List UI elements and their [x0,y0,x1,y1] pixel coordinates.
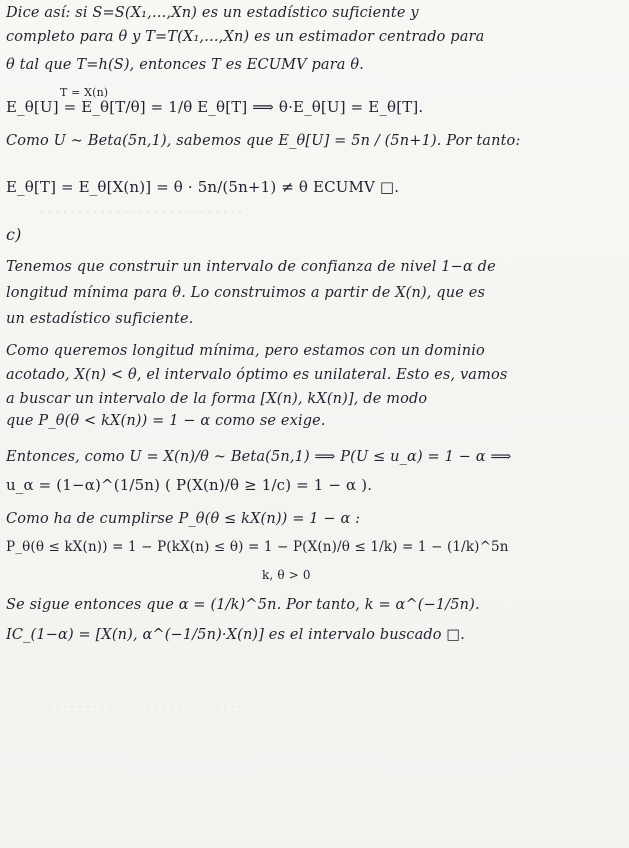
text-line: Como ha de cumplirse P_θ(θ ≤ kX(n)) = 1 − α : [6,511,361,527]
text-line: completo para θ y T=T(X₁,…,Xn) es un estimador centrado para [6,29,485,45]
text-line: que P_θ(θ < kX(n)) = 1 − α como se exige. [6,413,326,429]
text-line: Entonces, como U = X(n)/θ ~ Beta(5n,1) ⟹ P(U ≤ u_α) = 1 − α ⟹ [6,449,512,465]
text-line: longitud mínima para θ. Lo construimos a partir de X(n), que es [6,285,486,301]
bleed-through-text: · · · · · · · · · · · · · · · · · · · · · · · · · · · [40,205,243,219]
text-line: Se sigue entonces que α = (1/k)^5n. Por tanto, k = α^(−1/5n). [6,597,480,613]
text-line: Tenemos que construir un intervalo de confianza de nivel 1−α de [6,259,496,275]
text-line: a buscar un intervalo de la forma [X(n), kX(n)], de modo [6,391,428,407]
equation-line: u_α = (1−α)^(1/5n) ( P(X(n)/θ ≥ 1/c) = 1 − α ). [6,476,373,494]
text-line: acotado, X(n) < θ, el intervalo óptimo es unilateral. Esto es, vamos [6,367,508,383]
text-line: Como queremos longitud mínima, pero estamos con un dominio [6,343,485,359]
section-label: c) [6,226,22,244]
text-line: θ tal que T=h(S), entonces T es ECUMV para θ. [6,57,364,73]
annotation-T: T = X(n) [60,86,109,99]
text-line: un estadístico suficiente. [6,311,194,327]
text-line: Dice así: si S=S(X₁,…,Xn) es un estadístico suficiente y [6,5,419,21]
equation-line: P_θ(θ ≤ kX(n)) = 1 − P(kX(n) ≤ θ) = 1 − P(X(n)/θ ≤ 1/k) = 1 − (1/k)^5n [6,539,509,555]
bleed-through-text: · · · · · · · · · · · · · · · · · · · · · · · · · · · [40,700,243,714]
text-line: Como U ~ Beta(5n,1), sabemos que E_θ[U] = 5n / (5n+1). Por tanto: [6,133,521,149]
equation-line: E_θ[T] = E_θ[X(n)] = θ · 5n/(5n+1) ≠ θ ECUMV □. [6,178,400,196]
equation-line: E_θ[U] = E_θ[T/θ] = 1/θ E_θ[T] ⟹ θ·E_θ[U] = E_θ[T]. [6,98,424,116]
result-line: IC_(1−α) = [X(n), α^(−1/5n)·X(n)] es el intervalo buscado □. [6,627,466,643]
annotation-condition: k, θ > 0 [262,568,311,582]
